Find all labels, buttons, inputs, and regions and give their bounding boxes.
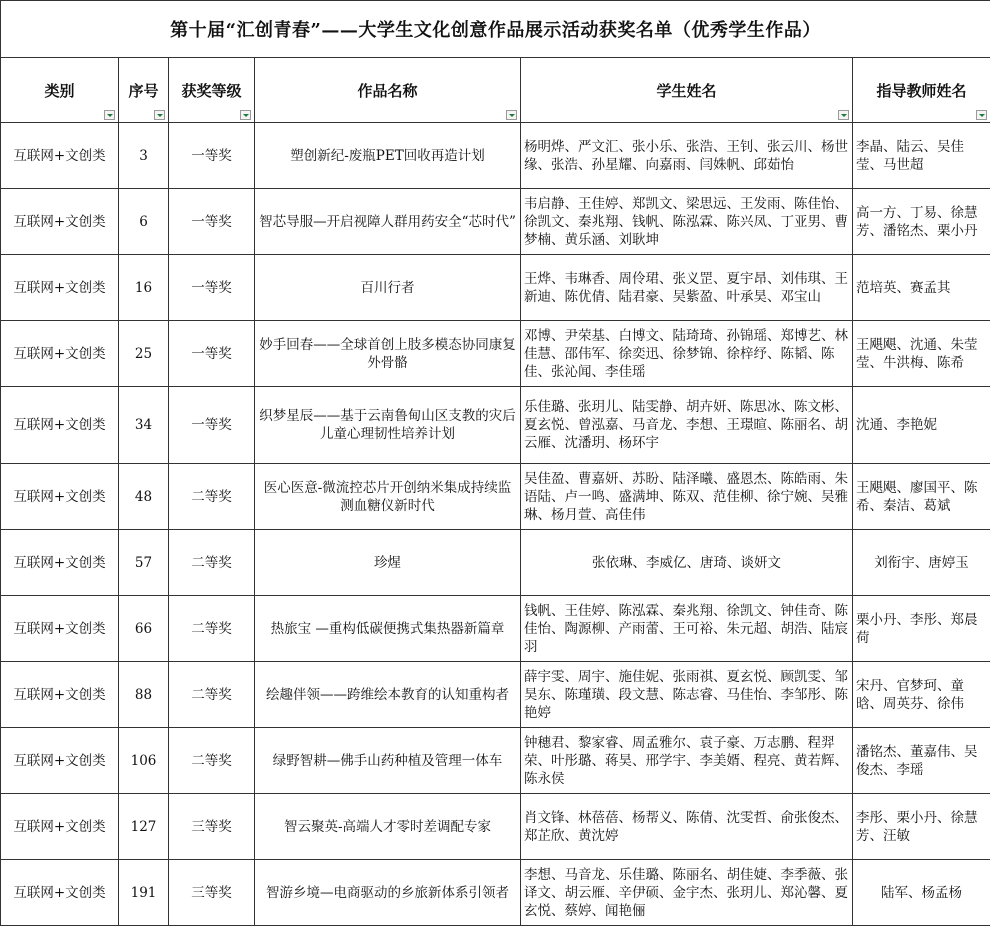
header-category: 类别: [1, 58, 119, 123]
cell-category: 互联网+文创类: [1, 255, 119, 321]
cell-category: 互联网+文创类: [1, 794, 119, 860]
filter-dropdown-icon[interactable]: [976, 110, 987, 120]
header-teachers: 指导教师姓名: [853, 58, 990, 123]
cell-work: 妙手回春——全球首创上肢多模态协同康复外骨骼: [255, 321, 521, 387]
cell-seq: 34: [119, 387, 169, 464]
cell-category: 互联网+文创类: [1, 123, 119, 189]
cell-award: 三等奖: [169, 794, 255, 860]
table-row: [1, 794, 990, 860]
cell-work: 医心医意-微流控芯片开创纳米集成持续监测血糖仪新时代: [255, 464, 521, 530]
cell-award: 二等奖: [169, 464, 255, 530]
cell-teachers: 李晶、陆云、吴佳莹、马世超: [853, 123, 990, 189]
cell-students: 张依琳、李威亿、唐琦、谈妍文: [521, 530, 853, 596]
cell-seq: 48: [119, 464, 169, 530]
cell-students: 钱帆、王佳婷、陈泓霖、秦兆翔、徐凯文、钟佳奇、陈佳怡、陶源柳、产雨蕾、王可裕、朱元超、胡浩、陆宸羽: [521, 596, 853, 662]
cell-seq: 3: [119, 123, 169, 189]
cell-seq: 106: [119, 728, 169, 794]
cell-category: 互联网+文创类: [1, 662, 119, 728]
table-row: [1, 189, 990, 255]
cell-seq: 16: [119, 255, 169, 321]
filter-dropdown-icon[interactable]: [240, 110, 251, 120]
cell-teachers: 刘衔宇、唐婷玉: [853, 530, 990, 596]
header-seq: 序号: [119, 58, 169, 123]
cell-teachers: 潘铭杰、董嘉伟、吴俊杰、李瑶: [853, 728, 990, 794]
table-title: 第十届“汇创青春”——大学生文化创意作品展示活动获奖名单（优秀学生作品）: [1, 1, 990, 58]
cell-category: 互联网+文创类: [1, 464, 119, 530]
filter-dropdown-icon[interactable]: [154, 110, 165, 120]
cell-students: 薛宇雯、周宇、施佳妮、张雨祺、夏玄悦、顾凯雯、邹昊东、陈瑾璜、段文慧、陈志睿、马佳怡、李邹彤、陈艳婷: [521, 662, 853, 728]
cell-students: 杨明烨、严文汇、张小乐、张浩、王钊、张云川、杨世缘、张浩、孙星耀、向嘉雨、闫姝帆、邱茹怡: [521, 123, 853, 189]
filter-dropdown-icon[interactable]: [104, 110, 115, 120]
cell-category: 互联网+文创类: [1, 387, 119, 464]
table-row: [1, 255, 990, 321]
cell-teachers: 范培英、赛孟其: [853, 255, 990, 321]
cell-seq: 57: [119, 530, 169, 596]
cell-work: 热旅宝 —重构低碳便携式集热器新篇章: [255, 596, 521, 662]
header-students: 学生姓名: [521, 58, 853, 123]
cell-teachers: 栗小丹、李彤、郑晨荷: [853, 596, 990, 662]
cell-students: 肖文锋、林蓓蓓、杨帮义、陈倩、沈雯哲、俞张俊杰、郑芷欣、黄沈婷: [521, 794, 853, 860]
cell-students: 邓博、尹荣基、白博文、陆琦琦、孙锦瑶、郑博艺、林佳慧、邵伟军、徐奕迅、徐梦锦、徐梓纾、陈韬、陈佳、张沁闻、李佳瑶: [521, 321, 853, 387]
header-row: [1, 58, 990, 123]
cell-teachers: 李彤、栗小丹、徐慧芳、汪敏: [853, 794, 990, 860]
filter-dropdown-icon[interactable]: [506, 110, 517, 120]
header-work: 作品名称: [255, 58, 521, 123]
cell-work: 智芯导服—开启视障人群用药安全“芯时代”: [255, 189, 521, 255]
cell-students: 钟穗君、黎家睿、周孟雅尔、袁子豪、万志鹏、程羿荣、叶彤璐、蒋昊、邢学宇、李美婿、程亮、黄若辉、陈永侯: [521, 728, 853, 794]
cell-work: 塑创新纪-废瓶PET回收再造计划: [255, 123, 521, 189]
cell-teachers: 王飓飓、廖国平、陈希、秦洁、葛斌: [853, 464, 990, 530]
table-row: [1, 123, 990, 189]
cell-seq: 25: [119, 321, 169, 387]
cell-award: 一等奖: [169, 189, 255, 255]
cell-award: 一等奖: [169, 255, 255, 321]
cell-award: 二等奖: [169, 530, 255, 596]
cell-category: 互联网+文创类: [1, 860, 119, 926]
cell-award: 二等奖: [169, 596, 255, 662]
cell-teachers: 沈通、李艳妮: [853, 387, 990, 464]
cell-award: 二等奖: [169, 662, 255, 728]
table-row: [1, 596, 990, 662]
cell-students: 李想、马音龙、乐佳璐、陈丽名、胡佳婕、李季薇、张译文、胡云雁、辛伊硕、金宇杰、张玥儿、郑沁馨、夏玄悦、蔡婷、闻艳俪: [521, 860, 853, 926]
cell-category: 互联网+文创类: [1, 321, 119, 387]
cell-teachers: 宋丹、官梦珂、童晗、周英芬、徐伟: [853, 662, 990, 728]
cell-teachers: 王飓飓、沈通、朱莹莹、牛洪梅、陈希: [853, 321, 990, 387]
cell-teachers: 高一方、丁易、徐慧芳、潘铭杰、栗小丹: [853, 189, 990, 255]
cell-category: 互联网+文创类: [1, 728, 119, 794]
cell-students: 韦启静、王佳婷、郑凯文、梁思远、王发雨、陈佳怡、徐凯文、秦兆翔、钱帆、陈泓霖、陈兴凤、丁亚男、曹梦楠、黄乐涵、刘耿坤: [521, 189, 853, 255]
cell-students: 乐佳璐、张玥儿、陆雯静、胡卉妍、陈思冰、陈文彬、夏玄悦、曾泓嘉、马音龙、李想、王璟暄、陈丽名、胡云雁、沈潘玥、杨环宇: [521, 387, 853, 464]
cell-work: 织梦星辰——基于云南鲁甸山区支教的灾后儿童心理韧性培养计划: [255, 387, 521, 464]
cell-award: 一等奖: [169, 387, 255, 464]
cell-award: 二等奖: [169, 728, 255, 794]
cell-students: 吴佳盈、曹嘉妍、苏盼、陆泽曦、盛恩杰、陈皓雨、朱语陆、卢一鸣、盛满坤、陈双、范佳柳、徐宁婉、吴雅琳、杨月萱、高佳伟: [521, 464, 853, 530]
cell-seq: 191: [119, 860, 169, 926]
table-row: [1, 464, 990, 530]
cell-work: 百川行者: [255, 255, 521, 321]
table-row: [1, 321, 990, 387]
cell-work: 智游乡境—电商驱动的乡旅新体系引领者: [255, 860, 521, 926]
cell-work: 绘趣伴领——跨维绘本教育的认知重构者: [255, 662, 521, 728]
cell-category: 互联网+文创类: [1, 189, 119, 255]
cell-seq: 88: [119, 662, 169, 728]
header-award: 获奖等级: [169, 58, 255, 123]
filter-dropdown-icon[interactable]: [838, 110, 849, 120]
table-row: [1, 728, 990, 794]
cell-award: 一等奖: [169, 123, 255, 189]
cell-work: 珍煋: [255, 530, 521, 596]
cell-seq: 6: [119, 189, 169, 255]
cell-teachers: 陆军、杨孟杨: [853, 860, 990, 926]
cell-award: 三等奖: [169, 860, 255, 926]
table-row: [1, 662, 990, 728]
table-row: [1, 530, 990, 596]
cell-seq: 127: [119, 794, 169, 860]
cell-work: 智云聚英-高端人才零时差调配专家: [255, 794, 521, 860]
cell-seq: 66: [119, 596, 169, 662]
cell-category: 互联网+文创类: [1, 596, 119, 662]
cell-category: 互联网+文创类: [1, 530, 119, 596]
table-row: [1, 860, 990, 926]
table-row: [1, 387, 990, 464]
cell-award: 一等奖: [169, 321, 255, 387]
cell-work: 绿野智耕—佛手山药种植及管理一体车: [255, 728, 521, 794]
cell-students: 王烨、韦琳香、周伶珺、张义罡、夏宇昂、刘伟琪、王新迪、陈优倩、陆君豪、吴紫盈、叶承昊、邓宝山: [521, 255, 853, 321]
